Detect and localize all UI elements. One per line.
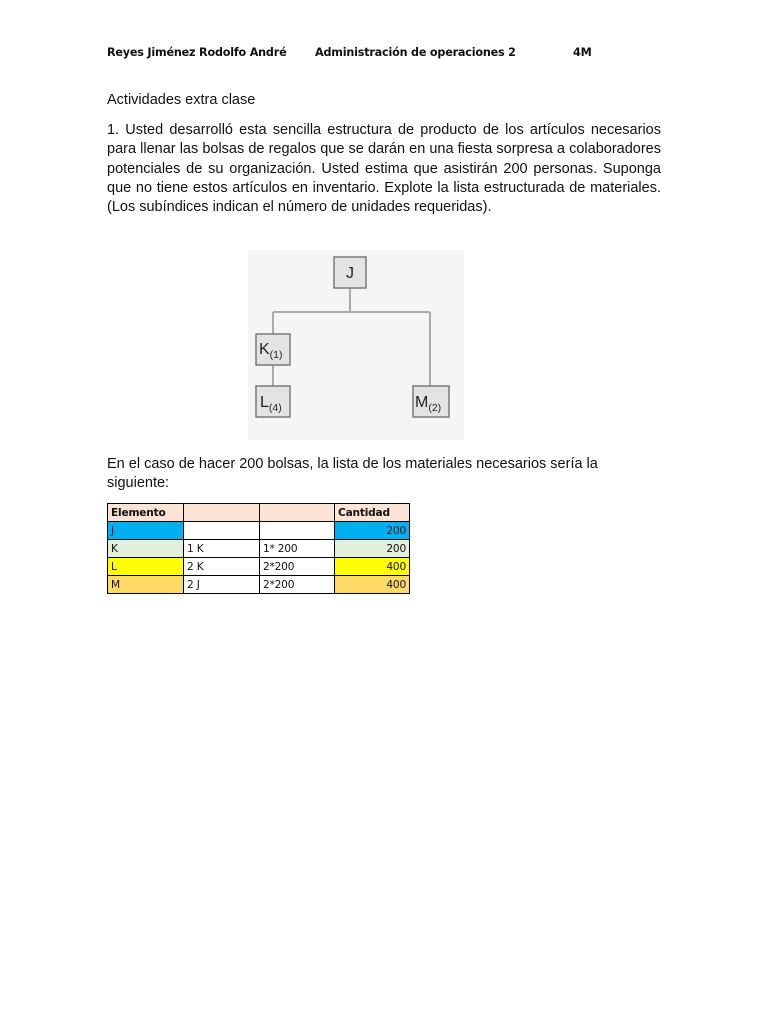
cell-total: 400 — [335, 558, 410, 576]
cell-qty-per: 1 K — [184, 540, 260, 558]
node-k-quantity: (1) — [269, 349, 283, 361]
node-m-letter: M — [415, 394, 429, 411]
cell-item: J — [108, 522, 184, 540]
cell-qty-per: 2 K — [184, 558, 260, 576]
cell-qty-per — [184, 522, 260, 540]
cell-calc: 1* 200 — [260, 540, 335, 558]
svg-text:J — [346, 265, 354, 282]
section-title: Actividades extra clase — [107, 92, 256, 108]
tree-connectors — [273, 288, 430, 386]
table-row — [108, 522, 410, 540]
node-j-letter: J — [346, 265, 354, 282]
node-k — [256, 334, 290, 365]
header-cell-quantity: Cantidad — [335, 504, 410, 522]
document-header — [107, 46, 667, 64]
node-j — [334, 257, 366, 288]
table-row — [108, 558, 410, 576]
cell-calc: 2*200 — [260, 576, 335, 594]
cell-item: L — [108, 558, 184, 576]
node-m — [413, 386, 449, 417]
node-l — [256, 386, 290, 417]
cell-total: 200 — [335, 522, 410, 540]
header-cell-2 — [184, 504, 260, 522]
answer-paragraph: En el caso de hacer 200 bolsas, la lista de los materiales necesarios sería la siguiente: — [107, 456, 598, 492]
header-cell-3 — [260, 504, 335, 522]
cell-qty-per: 2 J — [184, 576, 260, 594]
question-paragraph: 1. Usted desarrolló esta sencilla estructura de producto de los artículos necesarios para llenar las bolsas de regalos que se darán en una fiesta sorpresa a colaboradores potenciales de su organización. Usted estima que asistirán 200 personas. Suponga que no tiene estos artículos en inventario. Explote la lista estructurada de materiales. (Los subíndices indican el número de unidades requeridas). — [107, 122, 661, 216]
node-m-quantity: (2) — [428, 402, 442, 414]
cell-item: K — [108, 540, 184, 558]
product-tree — [248, 250, 464, 440]
table-header-row — [108, 504, 410, 522]
materials-table — [107, 503, 410, 594]
node-l-quantity: (4) — [268, 402, 282, 414]
cell-total: 400 — [335, 576, 410, 594]
cell-item: M — [108, 576, 184, 594]
table-row — [108, 540, 410, 558]
table-row — [108, 576, 410, 594]
product-structure-diagram — [248, 250, 464, 440]
header-cell-element: Elemento — [108, 504, 184, 522]
cell-calc — [260, 522, 335, 540]
student-name: Reyes Jiménez Rodolfo André — [107, 46, 287, 59]
cell-calc: 2*200 — [260, 558, 335, 576]
course-name: Administración de operaciones 2 — [315, 46, 516, 59]
group-code: 4M — [573, 46, 592, 59]
cell-total: 200 — [335, 540, 410, 558]
node-l-letter: L — [260, 394, 269, 411]
node-k-letter: K — [259, 341, 270, 358]
